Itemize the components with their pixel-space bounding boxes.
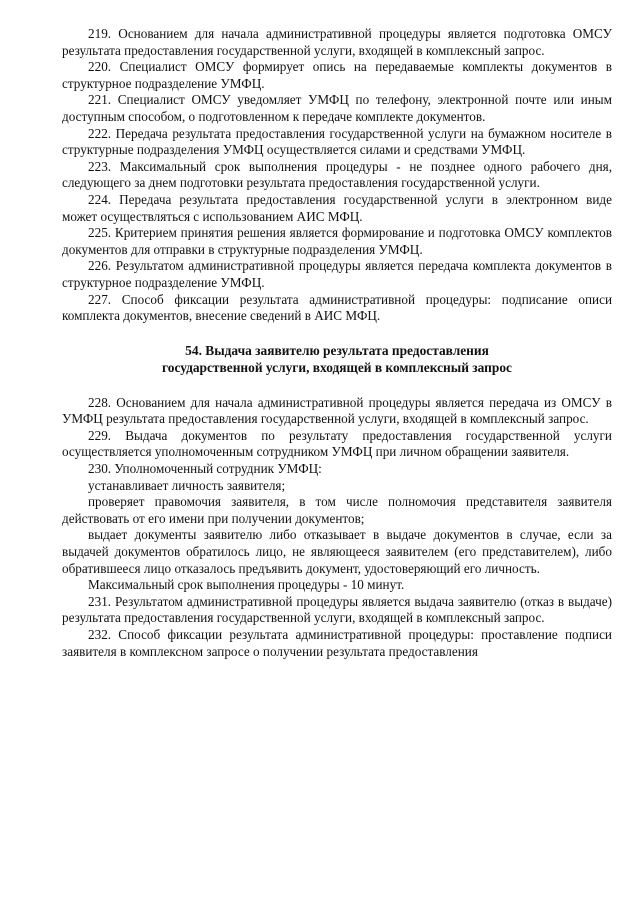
paragraph-max-time: Максимальный срок выполнения процедуры - 10 минут. [88, 577, 405, 593]
paragraph-223: 223. Максимальный срок выполнения процедуры - не позднее одного рабочего дня, следующего за днем подготовки результата предоставления государственной услуги. [62, 158, 612, 191]
paragraph-232: 232. Способ фиксации результата административной процедуры: проставление подписи заявителя в комплексном запросе о получении результата предоставления [62, 627, 612, 659]
paragraph-229: 229. Выдача документов по результату предоставления государственной услуги осуществляется уполномоченным сотрудником УМФЦ при личном обращении заявителя. [62, 427, 612, 460]
paragraph-221: 221. Специалист ОМСУ уведомляет УМФЦ по телефону, электронной почте или иным доступным способом, о подготовленном к передаче комплекте документов. [62, 92, 612, 124]
paragraph-228: 228. Основанием для начала административной процедуры является передача из ОМСУ в УМФЦ результата предоставления государственной услуги, входящей в комплексный запрос. [62, 394, 612, 427]
paragraph-227: 227. Способ фиксации результата административной процедуры: подписание описи комплекта документов, внесение сведений в АИС МФЦ. [62, 291, 612, 324]
paragraph-224: 224. Передача результата предоставления государственной услуги в электронном виде может осуществляться с использованием АИС МФЦ. [62, 191, 612, 224]
paragraph-226: 226. Результатом административной процедуры является передача комплекта документов в структурное подразделение УМФЦ. [62, 258, 612, 290]
paragraph-220: 220. Специалист ОМСУ формирует опись на передаваемые комплекты документов в структурное подразделение УМФЦ. [62, 59, 612, 91]
section-heading [62, 342, 612, 376]
list-item-issue: выдает документы заявителю либо отказывает в выдаче документов в случае, если за выдачей документов обратилось лицо, не являющееся заявителем (его представителем), либо обратившееся лицо отказалось предъявить документ, удостоверяющий его личность. [62, 527, 612, 576]
page-content [62, 26, 612, 660]
section-heading-line-2: государственной услуги, входящей в комплексный запрос [162, 359, 512, 375]
section-heading-line-1: 54. Выдача заявителю результата предоставления [185, 342, 489, 358]
paragraph-225: 225. Критерием принятия решения является формирование и подготовка ОМСУ комплектов документов для отправки в структурные подразделения УМФЦ. [62, 225, 612, 257]
list-item-verify: проверяет правомочия заявителя, в том числе полномочия представителя заявителя действовать от его имени при получении документов; [62, 494, 612, 526]
list-item-identify: устанавливает личность заявителя; [88, 477, 286, 493]
paragraph-230: 230. Уполномоченный сотрудник УМФЦ: [88, 461, 322, 477]
paragraph-231: 231. Результатом административной процедуры является выдача заявителю (отказ в выдаче) результата предоставления государственной услуги, входящей в комплексный запрос. [62, 593, 612, 626]
paragraph-219: 219. Основанием для начала административной процедуры является подготовка ОМСУ результата предоставления государственной услуги, входящей в комплексный запрос. [62, 26, 612, 58]
paragraph-222: 222. Передача результата предоставления государственной услуги на бумажном носителе в структурные подразделения УМФЦ осуществляется силами и средствами УМФЦ. [62, 125, 612, 158]
